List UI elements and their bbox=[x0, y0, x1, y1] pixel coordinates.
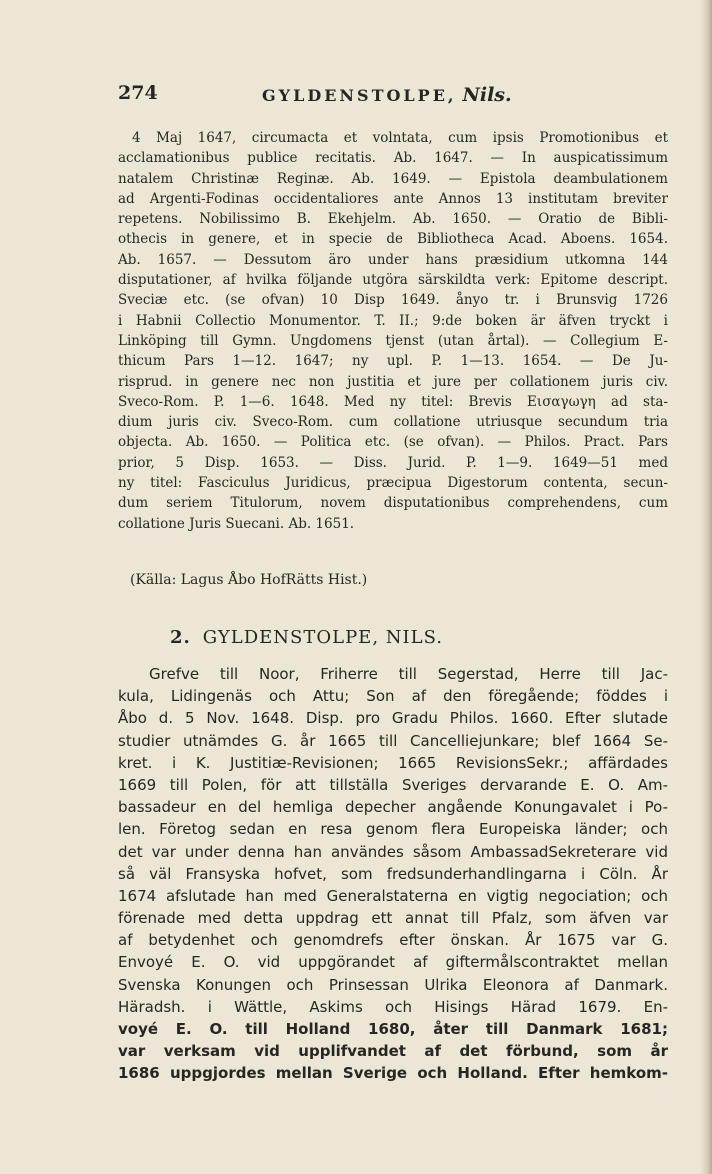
running-head-family: GYLDENSTOLPE, bbox=[262, 86, 457, 105]
text-line: ad Argenti-Fodinas occidentaliores ante Annos 13 institutam breviter bbox=[118, 190, 668, 207]
biography-paragraph bbox=[118, 663, 668, 1085]
text-line: prior, 5 Disp. 1653. — Diss. Jurid. P. 1—9. 1649—51 med bbox=[118, 454, 668, 471]
text-line: Häradsh. i Wättle, Askims och Hisings Härad 1679. En- bbox=[118, 997, 668, 1016]
text-line: natalem Christinæ Reginæ. Ab. 1649. — Epistola deambulationem bbox=[118, 170, 668, 187]
text-line: risprud. in genere nec non justitia et jure per collationem juris civ. bbox=[118, 373, 668, 390]
text-line: Linköping till Gymn. Ungdomens tjenst (utan årtal). — Collegium E- bbox=[118, 332, 668, 349]
text-line: Ab. 1657. — Dessutom äro under hans præsidium utkomna 144 bbox=[118, 251, 668, 268]
text-line: 1669 till Polen, för att tillställa Sveriges dervarande E. O. Am- bbox=[118, 775, 668, 794]
text-line: len. Företog sedan en resa genom flera Europeiska länder; och bbox=[118, 820, 668, 839]
text-line: disputationer, af hvilka följande utgöra särskildta verk: Epitome descript. bbox=[118, 272, 668, 289]
text-line: så väl Fransyska hofvet, som fredsunderhandlingarna i Cöln. År bbox=[118, 864, 668, 883]
text-line: Sveciæ etc. (se ofvan) 10 Disp 1649. ånyo tr. i Brunsvig 1726 bbox=[118, 292, 668, 309]
text-line: af betydenhet och genomdrefs efter önskan. År 1675 var G. bbox=[118, 931, 668, 950]
page-number: 274 bbox=[118, 82, 158, 104]
text-line: 1674 afslutade han med Generalstaterna en vigtig negociation; och bbox=[118, 886, 668, 905]
source-note: (Källa: Lagus Åbo HofRätts Hist.) bbox=[130, 572, 368, 588]
text-line: 4 Maj 1647, circumacta et volntata, cum ipsis Promotionibus et bbox=[132, 130, 668, 146]
text-line: acclamationibus publice recitatis. Ab. 1647. — In auspicatissimum bbox=[118, 150, 668, 167]
text-line: var verksam vid upplifvandet af det förbund, som år bbox=[118, 1042, 668, 1061]
text-line: studier utnämdes G. år 1665 till Cancelliejunkare; blef 1664 Se- bbox=[118, 731, 668, 750]
entry-title: GYLDENSTOLPE, NILS. bbox=[202, 627, 443, 648]
text-line: kret. i K. Justitiæ-Revisionen; 1665 RevisionsSekr.; affärdades bbox=[118, 753, 668, 772]
text-line: förenade med detta uppdrag ett annat till Pfalz, som äfven var bbox=[118, 909, 668, 928]
text-line: i Habnii Collectio Monumentor. T. II.; 9:de boken är äfven tryckt i bbox=[118, 312, 668, 329]
running-head bbox=[262, 84, 512, 106]
text-line: collatione Juris Suecani. Ab. 1651. bbox=[118, 515, 355, 532]
text-line: 1686 uppgjordes mellan Sverige och Holland. Efter hemkom- bbox=[118, 1064, 668, 1083]
text-line: ny titel: Fasciculus Juridicus, præcipua Digestorum contenta, secun- bbox=[118, 475, 668, 492]
text-line: Svenska Konungen och Prinsessan Ulrika Eleonora af Danmark. bbox=[118, 975, 668, 994]
text-line: Sveco-Rom. P. 1—6. 1648. Med ny titel: Brevis Εισαγωγη ad sta- bbox=[118, 393, 668, 410]
text-line: dum seriem Titulorum, novem disputationibus comprehendens, cum bbox=[118, 495, 668, 512]
page-edge-shadow bbox=[700, 0, 712, 1174]
text-line: objecta. Ab. 1650. — Politica etc. (se ofvan). — Philos. Pract. Pars bbox=[118, 434, 668, 451]
text-line: othecis in genere, et in specie de Bibliotheca Acad. Aboens. 1654. bbox=[118, 231, 668, 248]
text-line: bassadeur en del hemliga depecher angående Konungavalet i Po- bbox=[118, 798, 668, 817]
text-line: Envoyé E. O. vid uppgörandet af giftermålscontraktet mellan bbox=[118, 953, 668, 972]
text-line: kula, Lidingenäs och Attu; Son af den föregående; föddes i bbox=[118, 687, 668, 706]
entry-heading bbox=[170, 627, 443, 648]
latin-bibliography-paragraph bbox=[118, 128, 668, 534]
text-line: repetens. Nobilissimo B. Ekehjelm. Ab. 1650. — Oratio de Bibli- bbox=[118, 211, 668, 228]
text-line: voyé E. O. till Holland 1680, åter till Danmark 1681; bbox=[118, 1020, 668, 1038]
running-head-name: Nils. bbox=[462, 84, 512, 106]
text-line: thicum Pars 1—12. 1647; ny upl. P. 1—13. 1654. — De Ju- bbox=[118, 353, 668, 370]
text-line: Grefve till Noor, Friherre till Segerstad, Herre till Jac- bbox=[149, 665, 668, 683]
text-line: dium juris civ. Sveco-Rom. cum collatione utriusque secundum tria bbox=[118, 414, 668, 431]
entry-number: 2. bbox=[170, 627, 191, 648]
text-line: det var under denna han användes såsom AmbassadSekreterare vid bbox=[118, 842, 668, 861]
page-header bbox=[118, 82, 682, 110]
text-line: Åbo d. 5 Nov. 1648. Disp. pro Gradu Philos. 1660. Efter slutade bbox=[118, 709, 668, 728]
